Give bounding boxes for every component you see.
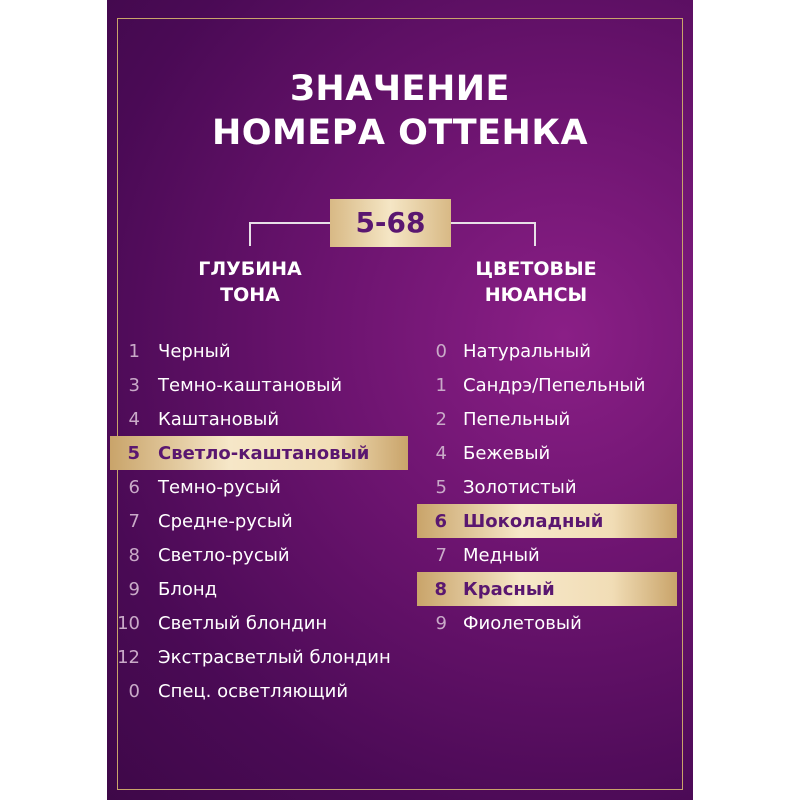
item-number: 12 (117, 646, 140, 668)
item-label: Натуральный (463, 340, 591, 362)
item-number: 8 (128, 544, 140, 566)
item-number: 4 (128, 408, 140, 430)
list-item (417, 436, 677, 470)
item-label: Темно-каштановый (158, 374, 343, 396)
list-item (110, 538, 408, 572)
item-label: Медный (463, 544, 540, 566)
list-item (110, 470, 408, 504)
list-item (417, 538, 677, 572)
left-heading-line-1: ГЛУБИНА (198, 258, 302, 280)
item-number: 0 (128, 680, 140, 702)
item-number: 2 (435, 408, 447, 430)
tone-depth-list (110, 334, 408, 708)
color-nuance-list (417, 334, 677, 640)
item-number: 8 (434, 578, 447, 600)
item-number: 9 (435, 612, 447, 634)
list-item-highlighted (417, 504, 677, 538)
item-number: 6 (128, 476, 140, 498)
list-item (417, 470, 677, 504)
item-label: Фиолетовый (463, 612, 582, 634)
list-item-highlighted (110, 436, 408, 470)
item-label: Пепельный (463, 408, 571, 430)
item-label: Экстрасветлый блондин (158, 646, 391, 668)
item-number: 0 (435, 340, 447, 362)
list-item (110, 504, 408, 538)
list-item (110, 402, 408, 436)
list-item (110, 640, 408, 674)
right-column-heading (461, 256, 611, 308)
item-number: 1 (435, 374, 447, 396)
item-label: Золотистый (463, 476, 577, 498)
item-label: Красный (463, 578, 555, 600)
item-number: 5 (435, 476, 447, 498)
item-label: Светлый блондин (158, 612, 328, 634)
right-heading-line-2: НЮАНСЫ (484, 284, 588, 306)
left-heading-line-2: ТОНА (220, 284, 280, 306)
item-number: 6 (434, 510, 447, 532)
item-label: Спец. осветляющий (158, 680, 349, 702)
item-number: 3 (128, 374, 140, 396)
list-item (417, 606, 677, 640)
item-label: Черный (158, 340, 231, 362)
list-item (417, 334, 677, 368)
right-bracket-horizontal (451, 222, 535, 224)
list-item (417, 368, 677, 402)
item-label: Светло-каштановый (158, 442, 370, 464)
list-item (110, 368, 408, 402)
item-number: 4 (435, 442, 447, 464)
item-number: 7 (128, 510, 140, 532)
item-label: Шоколадный (463, 510, 604, 532)
item-label: Блонд (158, 578, 218, 600)
list-item (110, 674, 408, 708)
item-number: 9 (128, 578, 140, 600)
right-heading-line-1: ЦВЕТОВЫЕ (475, 258, 597, 280)
right-bracket-vertical (534, 222, 536, 246)
item-label: Бежевый (463, 442, 551, 464)
item-label: Средне-русый (158, 510, 293, 532)
left-bracket-vertical (249, 222, 251, 246)
title-line-2: НОМЕРА ОТТЕНКА (211, 113, 589, 153)
item-label: Темно-русый (158, 476, 281, 498)
list-item (110, 606, 408, 640)
info-card (107, 0, 693, 800)
shade-code: 5-68 (330, 199, 451, 247)
item-number: 1 (128, 340, 140, 362)
item-label: Каштановый (158, 408, 280, 430)
item-number: 7 (435, 544, 447, 566)
left-bracket-horizontal (249, 222, 330, 224)
item-label: Светло-русый (158, 544, 290, 566)
item-label: Сандрэ/Пепельный (463, 374, 646, 396)
list-item (110, 572, 408, 606)
list-item (417, 402, 677, 436)
list-item-highlighted (417, 572, 677, 606)
left-column-heading (180, 256, 320, 308)
title-line-1: ЗНАЧЕНИЕ (290, 69, 510, 109)
item-number: 10 (117, 612, 140, 634)
item-number: 5 (127, 442, 140, 464)
list-item (110, 334, 408, 368)
